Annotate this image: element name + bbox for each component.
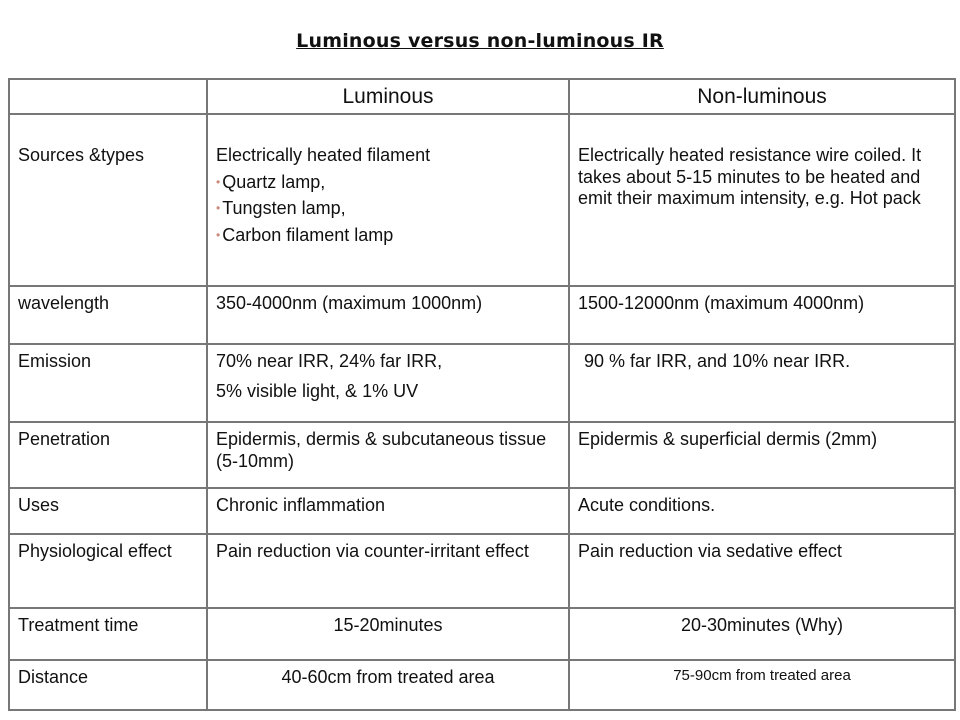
row-label-text: Physiological effect bbox=[18, 541, 172, 562]
cell-text: Electrically heated resistance wire coiled. It takes about 5-15 minutes to be heated and emit their maximum intensity, e.g. Hot pack bbox=[578, 145, 922, 209]
row-label-text: Treatment time bbox=[18, 615, 139, 636]
bullet-icon: • bbox=[216, 174, 221, 189]
row-label bbox=[9, 344, 207, 422]
list-item-text: Quartz lamp, bbox=[222, 171, 326, 192]
cell-luminous bbox=[207, 286, 569, 344]
row-label-text: wavelength bbox=[18, 293, 110, 314]
cell-non-luminous bbox=[569, 286, 955, 344]
header-corner bbox=[9, 79, 207, 114]
cell-text: Pain reduction via sedative effect bbox=[578, 541, 842, 562]
cell-text: Epidermis, dermis & subcutaneous tissue (5-10mm) bbox=[216, 429, 547, 471]
row-label bbox=[9, 114, 207, 286]
page-title: Luminous versus non-luminous IR bbox=[296, 30, 664, 52]
row-label bbox=[9, 422, 207, 488]
cell-text: Epidermis & superficial dermis (2mm) bbox=[578, 429, 878, 450]
list-item bbox=[216, 197, 560, 220]
bullet-icon: • bbox=[216, 227, 221, 242]
header-non-luminous: Non-luminous bbox=[569, 79, 955, 114]
row-label-text: Emission bbox=[18, 351, 92, 372]
table-row bbox=[9, 660, 955, 710]
bullet-list bbox=[216, 171, 560, 247]
table-row bbox=[9, 534, 955, 608]
cell-text: 90 % far IRR, and 10% near IRR. bbox=[584, 351, 851, 372]
cell-text: Chronic inflammation bbox=[216, 495, 386, 516]
cell-luminous bbox=[207, 534, 569, 608]
header-luminous: Luminous bbox=[207, 79, 569, 114]
cell-non-luminous bbox=[569, 422, 955, 488]
list-item-text: Carbon filament lamp bbox=[222, 224, 394, 245]
comparison-table bbox=[8, 78, 956, 711]
table-row bbox=[9, 344, 955, 422]
cell-non-luminous bbox=[569, 534, 955, 608]
list-item bbox=[216, 224, 560, 247]
row-label bbox=[9, 660, 207, 710]
table-row bbox=[9, 488, 955, 534]
cell-luminous bbox=[207, 660, 569, 710]
cell-luminous bbox=[207, 344, 569, 422]
row-label bbox=[9, 286, 207, 344]
cell-text: Pain reduction via counter-irritant effect bbox=[216, 541, 529, 562]
header-row bbox=[9, 79, 955, 114]
row-label bbox=[9, 608, 207, 660]
bullet-icon: • bbox=[216, 201, 221, 216]
row-label-text: Uses bbox=[18, 495, 60, 516]
cell-luminous bbox=[207, 608, 569, 660]
cell-text: 75-90cm from treated area bbox=[673, 667, 851, 685]
cell-text: 40-60cm from treated area bbox=[281, 667, 495, 688]
cell-non-luminous bbox=[569, 344, 955, 422]
table-row bbox=[9, 114, 955, 286]
row-label bbox=[9, 488, 207, 534]
cell-non-luminous bbox=[569, 114, 955, 286]
cell-text: Acute conditions. bbox=[578, 495, 716, 516]
cell-text: Electrically heated filament bbox=[216, 145, 431, 166]
cell-non-luminous bbox=[569, 488, 955, 534]
list-item-text: Tungsten lamp, bbox=[222, 198, 346, 219]
table-row bbox=[9, 286, 955, 344]
cell-text: 5% visible light, & 1% UV bbox=[216, 380, 419, 401]
cell-luminous bbox=[207, 114, 569, 286]
row-label-text: Penetration bbox=[18, 429, 111, 450]
cell-text: 1500-12000nm (maximum 4000nm) bbox=[578, 293, 865, 314]
cell-non-luminous bbox=[569, 660, 955, 710]
cell-text: 15-20minutes bbox=[333, 615, 443, 636]
row-label-text: Sources &types bbox=[18, 145, 145, 166]
cell-non-luminous bbox=[569, 608, 955, 660]
cell-text: 20-30minutes (Why) bbox=[680, 615, 844, 636]
row-label bbox=[9, 534, 207, 608]
cell-text: 70% near IRR, 24% far IRR, bbox=[216, 351, 443, 372]
cell-luminous bbox=[207, 422, 569, 488]
row-label-text: Distance bbox=[18, 667, 89, 688]
list-item bbox=[216, 171, 560, 194]
cell-text: 350-4000nm (maximum 1000nm) bbox=[216, 293, 483, 314]
cell-luminous bbox=[207, 488, 569, 534]
table-row bbox=[9, 608, 955, 660]
table-row bbox=[9, 422, 955, 488]
